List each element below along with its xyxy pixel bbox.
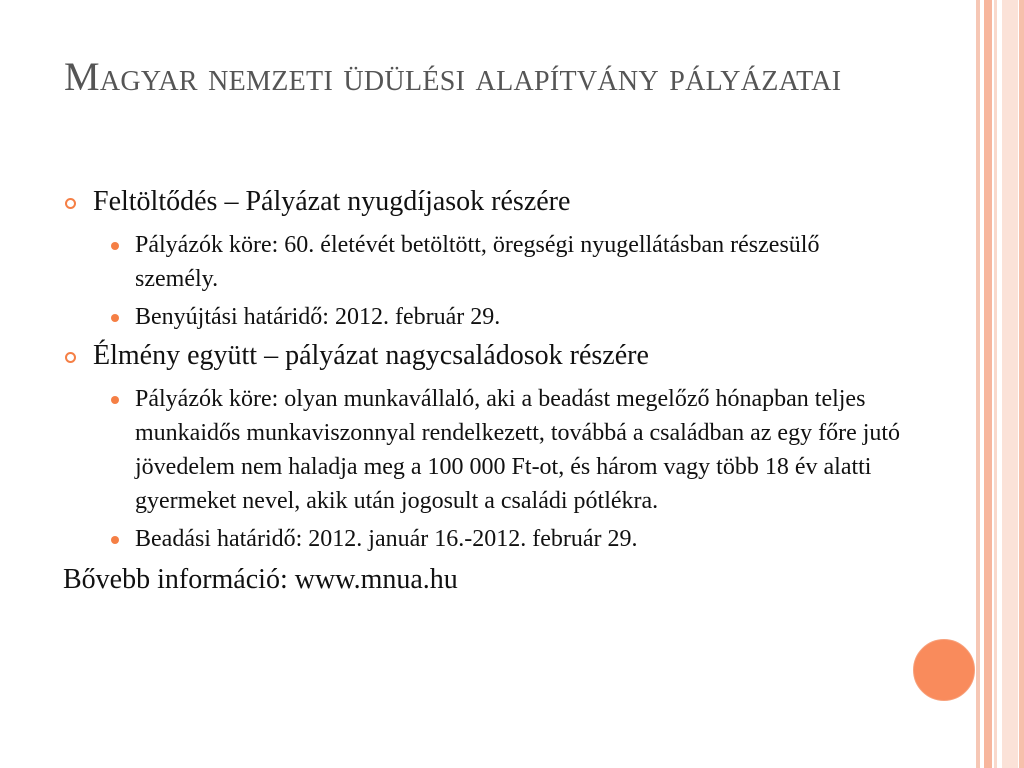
dot-bullet-icon: [111, 314, 119, 322]
list-item-text: Pályázók köre: olyan munkavállaló, aki a beadást megelőző hónapban teljes munkaidős munkaviszonnyal rendelkezett, továbbá a családban az egy főre jutó jövedelem nem haladja meg a 100 000 Ft-ot, és három vagy több 18 év alatti gyermeket nevel, akik után jogosult a családi pótlékra.: [135, 386, 901, 514]
list-item-text: Pályázók köre: 60. életévét betöltött, öregségi nyugellátásban részesülő személy.: [135, 232, 820, 292]
dot-bullet-icon: [111, 396, 119, 404]
decorative-stripe: [1019, 0, 1024, 768]
ring-bullet-icon: [65, 198, 76, 209]
section-heading: [63, 338, 903, 374]
slide-content: [63, 184, 903, 598]
list-item-text: Beadási határidő: 2012. január 16.-2012. február 29.: [135, 526, 638, 552]
more-info-text: Bővebb információ: www.mnua.hu: [63, 564, 458, 595]
decorative-stripe: [1002, 0, 1018, 768]
decorative-stripe: [976, 0, 980, 768]
list-item: [109, 382, 903, 518]
decorative-stripe: [984, 0, 992, 768]
section-heading: [63, 184, 903, 220]
section-heading-text: Élmény együtt – pályázat nagycsaládosok részére: [93, 340, 649, 371]
section-heading-text: Feltöltődés – Pályázat nyugdíjasok részére: [93, 186, 571, 217]
slide-title: Magyar nemzeti üdülési alapítvány pályázatai: [64, 54, 842, 99]
list-item: [109, 300, 903, 334]
decorative-stripe: [994, 0, 997, 768]
dot-bullet-icon: [111, 536, 119, 544]
decorative-circle: [913, 639, 975, 701]
dot-bullet-icon: [111, 242, 119, 250]
list-item: [109, 228, 903, 296]
list-item: [109, 522, 903, 556]
list-item-text: Benyújtási határidő: 2012. február 29.: [135, 304, 501, 330]
ring-bullet-icon: [65, 352, 76, 363]
